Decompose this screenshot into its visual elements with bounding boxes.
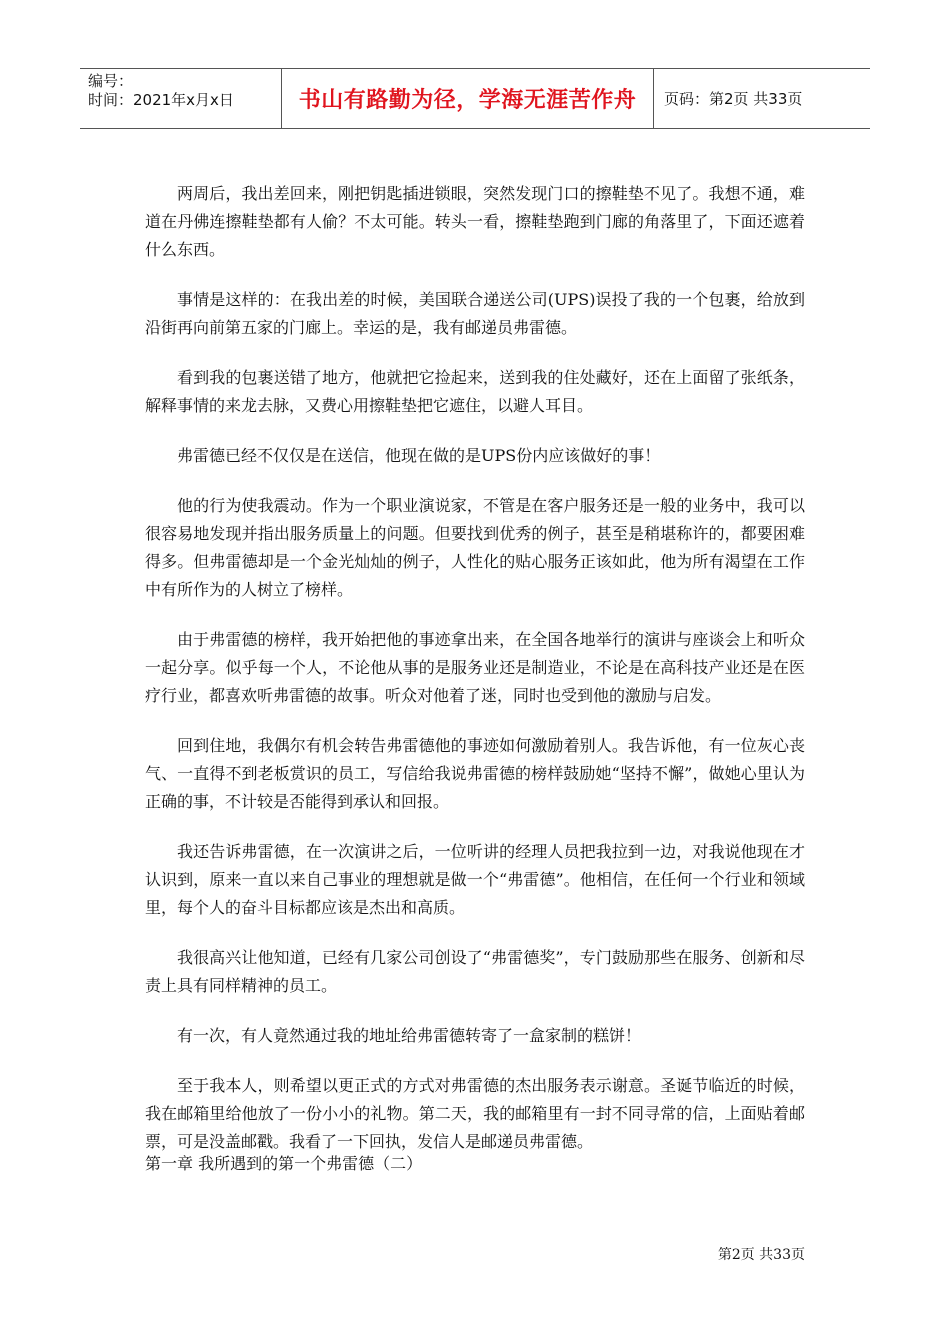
chapter-heading: 第一章 我所遇到的第一个弗雷德（二）	[145, 1154, 423, 1173]
page-header	[80, 68, 870, 129]
paragraph: 回到住地，我偶尔有机会转告弗雷德他的事迹如何激励着别人。我告诉他，有一位灰心丧气、一直得不到老板赏识的员工，写信给我说弗雷德的榜样鼓励她“坚持不懈”，做她心里认为正确的事，不计较是否能得到承认和回报。	[145, 736, 805, 811]
header-motto: 书山有路勤为径，学海无涯苦作舟	[282, 69, 654, 128]
paragraph: 弗雷德已经不仅仅是在送信，他现在做的是UPS份内应该做好的事！	[177, 446, 661, 465]
paragraph: 至于我本人，则希望以更正式的方式对弗雷德的杰出服务表示谢意。圣诞节临近的时候，我在邮箱里给他放了一份小小的礼物。第二天，我的邮箱里有一封不同寻常的信，上面贴着邮票，可是没盖邮戳。我看了一下回执，发信人是邮递员弗雷德。	[145, 1076, 805, 1151]
time-label: 时间：2021年x月x日	[88, 91, 234, 109]
page-footer: 第2页 共33页	[717, 1247, 805, 1263]
paragraph: 有一次，有人竟然通过我的地址给弗雷德转寄了一盒家制的糕饼！	[177, 1026, 642, 1045]
header-page-code: 页码：第2页 共33页	[664, 90, 803, 108]
paragraph: 我很高兴让他知道，已经有几家公司创设了“弗雷德奖”，专门鼓励那些在服务、创新和尽责上具有同样精神的员工。	[145, 948, 805, 995]
paragraph: 他的行为使我震动。作为一个职业演说家，不管是在客户服务还是一般的业务中，我可以很容易地发现并指出服务质量上的问题。但要找到优秀的例子，甚至是稍堪称许的，都要困难得多。但弗雷德却是一个金光灿灿的例子，人性化的贴心服务正该如此，他为所有渴望在工作中有所作为的人树立了榜样。	[145, 496, 805, 599]
body-text	[145, 180, 805, 1178]
paragraph: 由于弗雷德的榜样，我开始把他的事迹拿出来，在全国各地举行的演讲与座谈会上和听众一起分享。似乎每一个人，不论他从事的是服务业还是制造业，不论是在高科技产业还是在医疗行业，都喜欢听弗雷德的故事。听众对他着了迷，同时也受到他的激励与启发。	[145, 630, 805, 705]
number-label: 编号：	[88, 72, 134, 90]
paragraph: 看到我的包裹送错了地方，他就把它捡起来，送到我的住处藏好，还在上面留了张纸条，解释事情的来龙去脉，又费心用擦鞋垫把它遮住，以避人耳目。	[145, 368, 805, 415]
header-meta	[80, 69, 282, 128]
paragraph: 两周后，我出差回来，刚把钥匙插进锁眼，突然发现门口的擦鞋垫不见了。我想不通，难道在丹佛连擦鞋垫都有人偷？不太可能。转头一看，擦鞋垫跑到门廊的角落里了，下面还遮着什么东西。	[145, 184, 805, 259]
paragraph: 我还告诉弗雷德，在一次演讲之后，一位听讲的经理人员把我拉到一边，对我说他现在才认识到，原来一直以来自己事业的理想就是做一个“弗雷德”。他相信，在任何一个行业和领域里，每个人的奋斗目标都应该是杰出和高质。	[145, 842, 805, 917]
paragraph: 事情是这样的：在我出差的时候，美国联合递送公司(UPS)误投了我的一个包裹，给放到沿街再向前第五家的门廊上。幸运的是，我有邮递员弗雷德。	[145, 290, 805, 337]
